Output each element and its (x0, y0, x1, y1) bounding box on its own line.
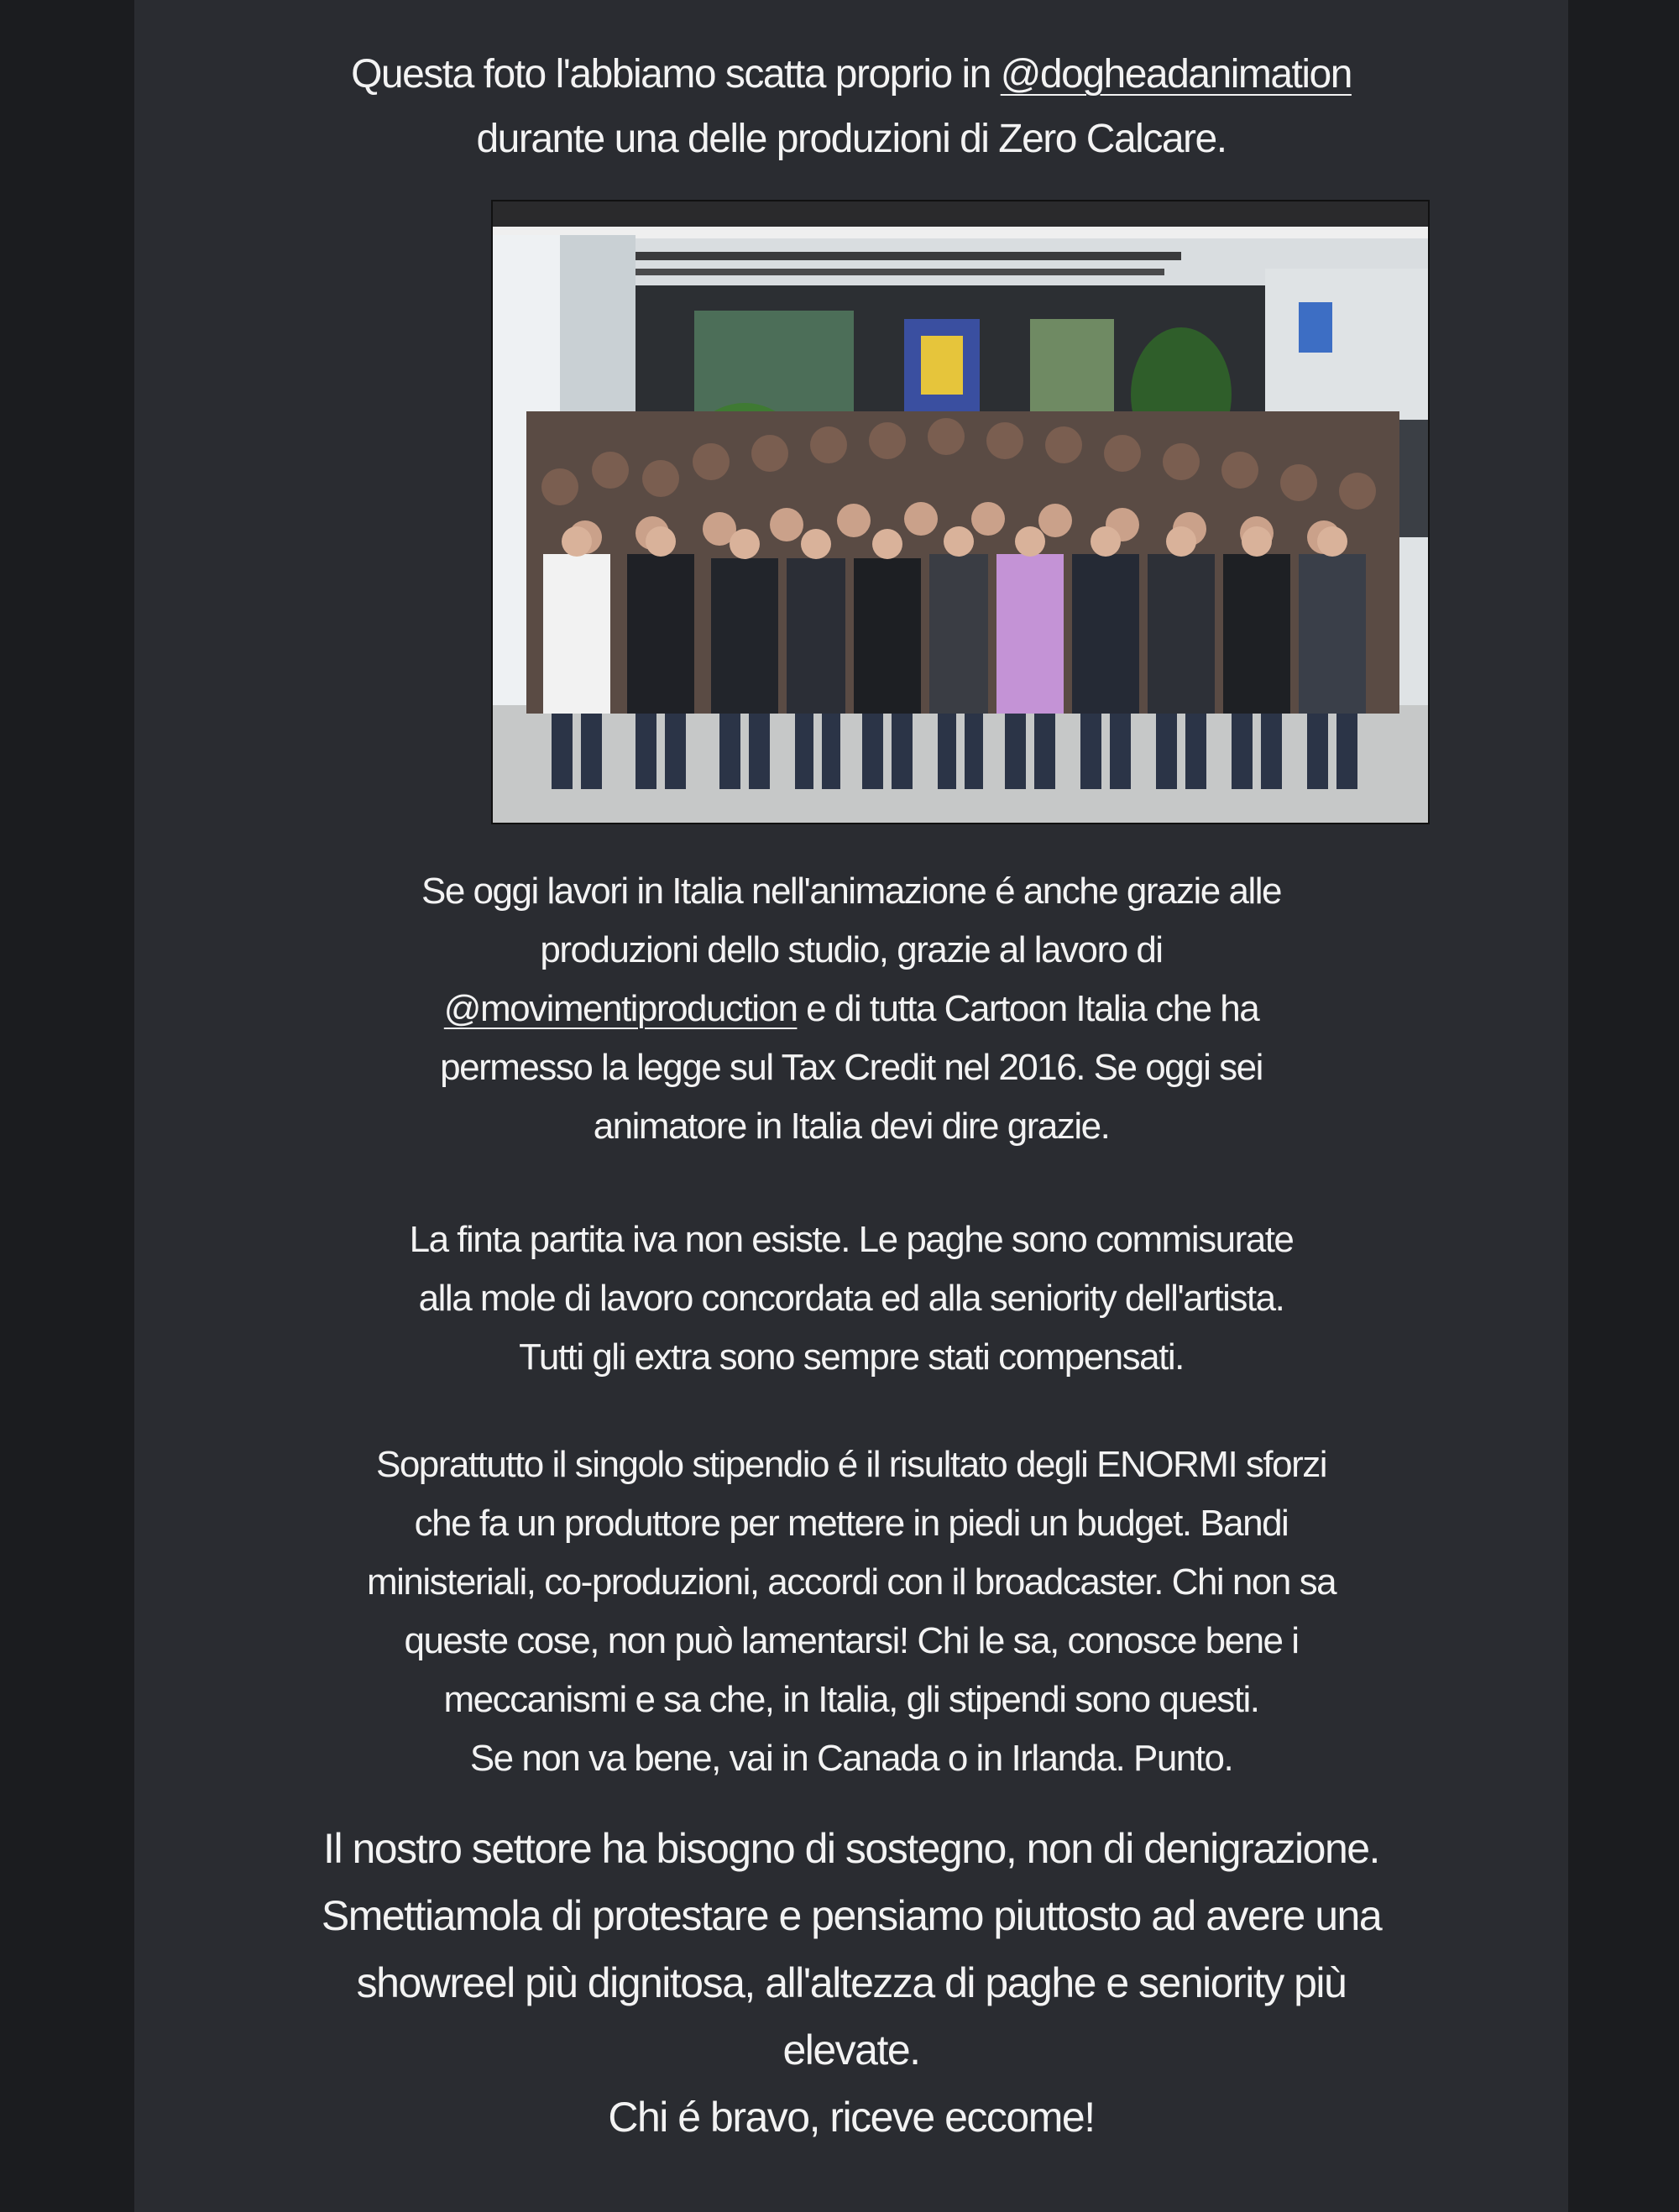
paragraph-pay (134, 1211, 1568, 1387)
paragraph-2-line-1: Se oggi lavori in Italia nell'animazione é anche grazie alle (421, 871, 1281, 912)
paragraph-3-line-1: La finta partita iva non esiste. Le paghe sono commisurate (409, 1219, 1294, 1260)
mention-movimenti[interactable]: @movimentiproduction (443, 988, 798, 1029)
team-group-photo-image (493, 201, 1428, 823)
intro-caption (134, 42, 1568, 171)
paragraph-5-line-3: showreel più dignitosa, all'altezza di paghe e seniority più (356, 1959, 1347, 2006)
paragraph-4-line-1: Soprattutto il singolo stipendio é il risultato degli ENORMI sforzi (375, 1444, 1327, 1485)
mention-doghead[interactable]: @dogheadanimation (1000, 52, 1352, 97)
paragraph-2-line-2: produzioni dello studio, grazie al lavoro di (540, 929, 1163, 970)
paragraph-4-line-5: meccanismi e sa che, in Italia, gli stipendi sono questi. (443, 1679, 1259, 1720)
paragraph-4-line-2: che fa un produttore per mettere in piedi un budget. Bandi (414, 1503, 1289, 1544)
paragraph-2-line-5: animatore in Italia devi dire grazie. (593, 1106, 1110, 1147)
paragraph-5-line-4: elevate. (782, 2026, 920, 2073)
paragraph-studio-credit (134, 862, 1568, 1156)
paragraph-3-line-3: Tutti gli extra sono sempre stati compensati. (519, 1336, 1184, 1378)
paragraph-5-line-1: Il nostro settore ha bisogno di sostegno, non di denigrazione. (323, 1825, 1379, 1872)
paragraph-3-line-2: alla mole di lavoro concordata ed alla seniority dell'artista. (418, 1278, 1284, 1319)
paragraph-4-line-3: ministeriali, co-produzioni, accordi con il broadcaster. Chi non sa (366, 1561, 1336, 1603)
paragraph-4-line-6: Se non va bene, vai in Canada o in Irlanda. Punto. (469, 1738, 1233, 1779)
paragraph-2-line-4: permesso la legge sul Tax Credit nel 2016. Se oggi sei (440, 1047, 1263, 1088)
paragraph-5-line-5: Chi é bravo, riceve eccome! (608, 2094, 1095, 2141)
paragraph-2-line-3: @movimentiproduction e di tutta Cartoon Italia che ha (443, 988, 1259, 1029)
paragraph-conclusion (134, 1815, 1568, 2151)
intro-line-1: Questa foto l'abbiamo scatta proprio in @dogheadanimation (351, 52, 1352, 97)
intro-line-2: durante una delle produzioni di Zero Calcare. (476, 117, 1227, 161)
team-group-photo (491, 200, 1430, 824)
paragraph-4-line-4: queste cose, non può lamentarsi! Chi le sa, conosce bene i (404, 1620, 1299, 1661)
story-panel (134, 0, 1568, 2212)
paragraph-budget (134, 1435, 1568, 1788)
paragraph-5-line-2: Smettiamola di protestare e pensiamo piuttosto ad avere una (321, 1892, 1382, 1939)
